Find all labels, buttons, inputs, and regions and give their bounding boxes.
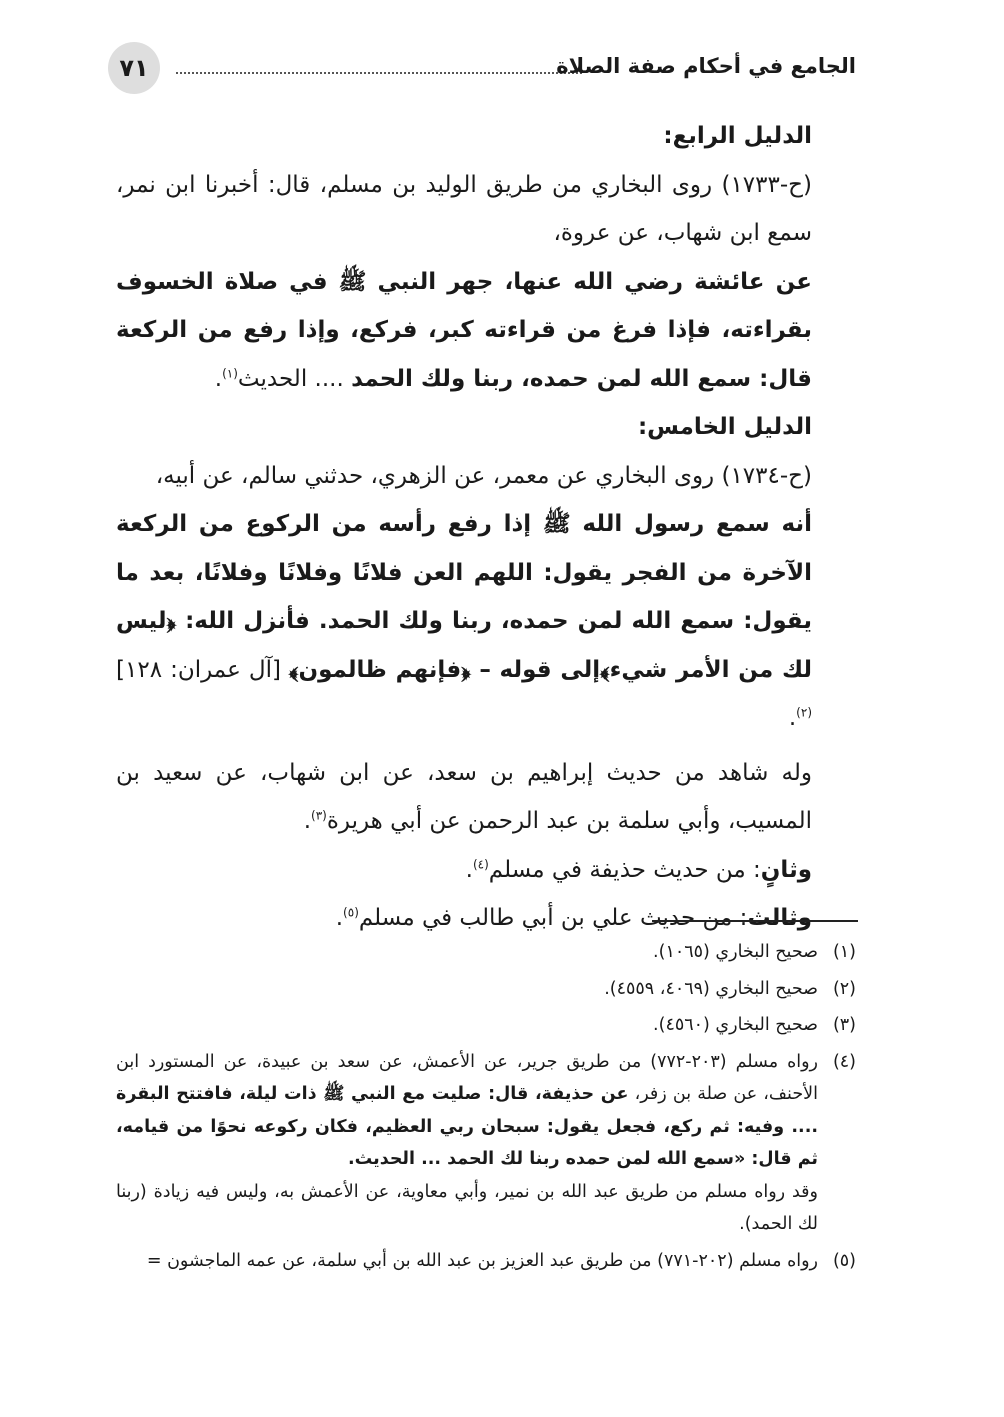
footnote-4 (116, 1046, 856, 1241)
period: . (303, 808, 312, 834)
witness-text: : من حديث حذيفة في مسلم (488, 856, 761, 883)
witness-abu-hurayra (116, 749, 856, 846)
witness-label: وثانٍ (760, 856, 812, 883)
footnote-number: (٥) (832, 1250, 856, 1271)
page-number: ٧١ (108, 42, 160, 94)
footnote-ref-3[interactable]: (٣) (311, 808, 327, 823)
matn-text: أنه سمع رسول الله ﷺ إذا رفع رأسه من الركوع من الركعة الآخرة من الفجر يقول: اللهم العن فلانًا وفلانًا وفلانًا، بعد ما يقول: سمع الله لمن حمده، ربنا ولك الحمد. فأنزل الله: ﴿ليس لك من الأمر شيء﴾إلى قوله – ﴿فإنهم ظالمون﴾ (116, 511, 812, 683)
page-header (108, 40, 856, 100)
hadith-1734-matn (116, 500, 856, 743)
footnote-separator (652, 920, 858, 922)
footnote-matn: عن حذيفة، قال: صليت مع النبي ﷺ ذات ليلة، فافتتح البقرة .... وفيه: ثم ركع، فجعل يقول: سبحان ربي العظيم، فكان ركوعه نحوًا من قيامه، ثم قال: «سمع الله لمن حمده ربنا لك الحمد ... الحديث. (116, 1084, 818, 1169)
footnote-number: (١) (832, 942, 856, 962)
footnote-ref-4[interactable]: (٤) (472, 856, 489, 871)
hadith-1733-chain (116, 161, 856, 258)
footnote-paragraph: وقد رواه مسلم من طريق عبد الله بن نمير، وأبي معاوية، عن الأعمش به، وليس فيه زيادة (ربنا لك الحمد). (116, 1181, 818, 1234)
chain-text-continued: سمع ابن شهاب، عن عروة، (553, 220, 812, 246)
header-dotted-line (176, 72, 582, 74)
running-title: الجامع في أحكام صفة الصلاة (556, 54, 856, 78)
heading-fifth-evidence: الدليل الخامس: (637, 414, 812, 440)
witness-text: وله شاهد من حديث إبراهيم بن سعد، عن ابن شهاب، عن سعيد بن المسيب، وأبي سلمة بن عبد الرحمن عن أبي هريرة (116, 759, 812, 834)
footnote-ref-1[interactable]: (١) (222, 365, 238, 380)
witness-label: وثالث (747, 905, 812, 931)
period: . (214, 365, 223, 392)
footnote-chain: رواه مسلم (٢٠٣-٧٧٢) من طريق جرير، عن الأعمش، عن سعد بن عبيدة، عن المستورد ابن الأحنف، عن صلة بن زفر، (116, 1051, 819, 1104)
heading-fourth-evidence: الدليل الرابع: (663, 123, 812, 149)
matn-text: عن عائشة رضي الله عنها، جهر النبي ﷺ في صلاة الخسوف بقراءته، فإذا فرغ من قراءته كبر، فركع، وإذا رفع من الركعة قال: سمع الله لمن حمده، ربنا ولك الحمد (116, 268, 812, 392)
chain-text: (ح-١٧٣٣) روى البخاري من طريق الوليد بن مسلم، قال: أخبرنا ابن نمر، (116, 171, 812, 198)
footnote-text: صحيح البخاري (١٠٦٥). (653, 942, 818, 962)
footnote-number: (٤) (832, 1051, 856, 1072)
footnote-text: صحيح البخاري (٤٠٦٩، ٤٥٥٩). (604, 978, 818, 999)
footnotes (116, 936, 856, 1277)
footnote-3 (116, 1009, 856, 1042)
footnote-5 (116, 1245, 856, 1278)
main-text (116, 112, 856, 943)
footnote-text (116, 1046, 818, 1241)
footnote-text: صحيح البخاري (٤٥٦٠). (653, 1015, 818, 1035)
period: . (465, 856, 473, 883)
footnote-paragraph (116, 1046, 818, 1176)
quran-reference: [آل عمران: ١٢٨] (116, 656, 289, 683)
matn-tail: .... الحديث (237, 365, 352, 392)
footnote-2 (116, 973, 856, 1006)
hadith-1733-matn (116, 258, 856, 404)
witness-hudhayfa (116, 846, 856, 895)
witness-text: : من حديث علي بن أبي طالب في مسلم (358, 905, 748, 931)
footnote-ref-2[interactable]: (٢) (796, 705, 812, 720)
footnote-number: (٢) (832, 978, 856, 999)
footnote-ref-5[interactable]: (٥) (343, 905, 359, 920)
footnote-1 (116, 936, 856, 969)
hadith-1734-chain: (ح-١٧٣٤) روى البخاري عن معمر، عن الزهري، حدثني سالم، عن أبيه، (155, 462, 812, 489)
period: . (788, 705, 797, 731)
footnote-text: رواه مسلم (٢٠٢-٧٧١) من طريق عبد العزيز بن عبد الله بن أبي سلمة، عن عمه الماجشون = (146, 1250, 818, 1271)
period: . (335, 905, 344, 931)
footnote-number: (٣) (832, 1015, 856, 1035)
